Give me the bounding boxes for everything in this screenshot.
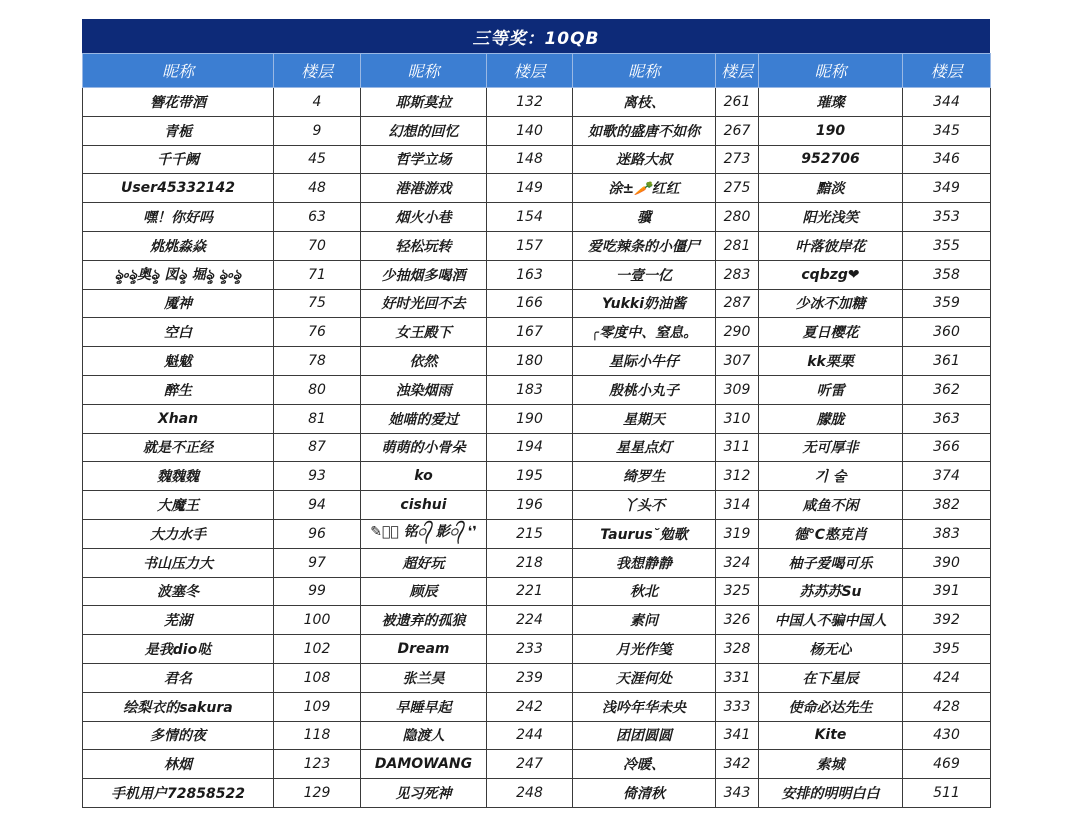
nickname-cell: 就是不正经: [83, 433, 274, 462]
nickname-cell: 月光作笺: [573, 635, 716, 664]
floor-cell: 196: [487, 491, 573, 520]
floor-cell: 359: [903, 289, 991, 318]
table-row: [83, 88, 991, 117]
nickname-cell: 团团圆圆: [573, 721, 716, 750]
nickname-cell: Yukki奶油酱: [573, 289, 716, 318]
floor-cell: 48: [274, 174, 361, 203]
nickname-cell: 隐渡人: [361, 721, 487, 750]
floor-cell: 341: [716, 721, 759, 750]
nickname-cell: 簪花带酒: [83, 88, 274, 117]
nickname-cell: 芜湖: [83, 606, 274, 635]
floor-cell: 314: [716, 491, 759, 520]
nickname-cell: 一壹一亿: [573, 260, 716, 289]
floor-cell: 78: [274, 347, 361, 376]
floor-cell: 326: [716, 606, 759, 635]
nickname-cell: 无可厚非: [759, 433, 903, 462]
winners-table: [82, 53, 991, 808]
floor-cell: 382: [903, 491, 991, 520]
table-row: [83, 145, 991, 174]
table-row: [83, 231, 991, 260]
floor-cell: 273: [716, 145, 759, 174]
table-row: [83, 203, 991, 232]
floor-cell: 63: [274, 203, 361, 232]
nickname-cell: 德℃憨克肖: [759, 519, 903, 548]
nickname-cell: ✎﹏᭄ 铭᭄ 影᭄ ❛❜: [361, 519, 487, 548]
nickname-cell: 浊染烟雨: [361, 375, 487, 404]
floor-cell: 94: [274, 491, 361, 520]
floor-cell: 9: [274, 116, 361, 145]
nickname-cell: 女王殿下: [361, 318, 487, 347]
table-row: [83, 347, 991, 376]
nickname-cell: 哲学立场: [361, 145, 487, 174]
table-row: [83, 692, 991, 721]
floor-cell: 366: [903, 433, 991, 462]
nickname-cell: 顾辰: [361, 577, 487, 606]
floor-cell: 242: [487, 692, 573, 721]
floor-cell: 157: [487, 231, 573, 260]
nickname-cell: 素问: [573, 606, 716, 635]
floor-cell: 324: [716, 548, 759, 577]
floor-cell: 224: [487, 606, 573, 635]
nickname-cell: 依然: [361, 347, 487, 376]
floor-cell: 280: [716, 203, 759, 232]
nickname-cell: 952706: [759, 145, 903, 174]
nickname-cell: 中国人不骗中国人: [759, 606, 903, 635]
floor-cell: 239: [487, 663, 573, 692]
nickname-cell: 轻松玩转: [361, 231, 487, 260]
floor-cell: 362: [903, 375, 991, 404]
floor-cell: 221: [487, 577, 573, 606]
nickname-cell: 星星点灯: [573, 433, 716, 462]
nickname-cell: 是我dio哒: [83, 635, 274, 664]
column-header-floor: 楼层: [903, 54, 991, 88]
floor-cell: 4: [274, 88, 361, 117]
floor-cell: 81: [274, 404, 361, 433]
floor-cell: 248: [487, 779, 573, 808]
nickname-cell: 기 술: [759, 462, 903, 491]
nickname-cell: 波塞冬: [83, 577, 274, 606]
nickname-cell: 我想静静: [573, 548, 716, 577]
floor-cell: 244: [487, 721, 573, 750]
floor-cell: 428: [903, 692, 991, 721]
nickname-cell: 安排的明明白白: [759, 779, 903, 808]
floor-cell: 312: [716, 462, 759, 491]
floor-cell: 307: [716, 347, 759, 376]
column-header-nickname: 昵称: [361, 54, 487, 88]
column-header-floor: 楼层: [716, 54, 759, 88]
nickname-cell: Xhan: [83, 404, 274, 433]
floor-cell: 149: [487, 174, 573, 203]
nickname-cell: Kite: [759, 721, 903, 750]
nickname-cell: 林烟: [83, 750, 274, 779]
floor-cell: 392: [903, 606, 991, 635]
nickname-cell: 听雷: [759, 375, 903, 404]
nickname-cell: 使命必达先生: [759, 692, 903, 721]
floor-cell: 102: [274, 635, 361, 664]
floor-cell: 148: [487, 145, 573, 174]
floor-cell: 325: [716, 577, 759, 606]
nickname-cell: 幻想的回忆: [361, 116, 487, 145]
nickname-cell: User45332142: [83, 174, 274, 203]
floor-cell: 190: [487, 404, 573, 433]
floor-cell: 140: [487, 116, 573, 145]
nickname-cell: 190: [759, 116, 903, 145]
nickname-cell: 索城: [759, 750, 903, 779]
floor-cell: 118: [274, 721, 361, 750]
nickname-cell: kk栗栗: [759, 347, 903, 376]
prize-title: 三等奖：10QB: [82, 19, 990, 53]
table-row: [83, 519, 991, 548]
nickname-cell: cishui: [361, 491, 487, 520]
floor-cell: 80: [274, 375, 361, 404]
floor-cell: 353: [903, 203, 991, 232]
floor-cell: 275: [716, 174, 759, 203]
floor-cell: 358: [903, 260, 991, 289]
floor-cell: 390: [903, 548, 991, 577]
floor-cell: 344: [903, 88, 991, 117]
floor-cell: 331: [716, 663, 759, 692]
nickname-cell: 早睡早起: [361, 692, 487, 721]
table-row: [83, 404, 991, 433]
nickname-cell: 书山压力大: [83, 548, 274, 577]
floor-cell: 71: [274, 260, 361, 289]
floor-cell: 328: [716, 635, 759, 664]
nickname-cell: 浅吟年华未央: [573, 692, 716, 721]
table-row: [83, 779, 991, 808]
nickname-cell: 苏苏苏Su: [759, 577, 903, 606]
header-row: [83, 54, 991, 88]
table-row: [83, 491, 991, 520]
table-row: [83, 289, 991, 318]
table-row: [83, 721, 991, 750]
table-row: [83, 462, 991, 491]
floor-cell: 87: [274, 433, 361, 462]
floor-cell: 469: [903, 750, 991, 779]
nickname-cell: 迷路大叔: [573, 145, 716, 174]
floor-cell: 97: [274, 548, 361, 577]
table-row: [83, 548, 991, 577]
floor-cell: 132: [487, 88, 573, 117]
floor-cell: 129: [274, 779, 361, 808]
nickname-cell: 魁魃: [83, 347, 274, 376]
nickname-cell: 大力水手: [83, 519, 274, 548]
floor-cell: 195: [487, 462, 573, 491]
floor-cell: 167: [487, 318, 573, 347]
nickname-cell: 黯淡: [759, 174, 903, 203]
floor-cell: 96: [274, 519, 361, 548]
floor-cell: 163: [487, 260, 573, 289]
floor-cell: 430: [903, 721, 991, 750]
column-header-floor: 楼层: [487, 54, 573, 88]
nickname-cell: 萌萌的小骨朵: [361, 433, 487, 462]
prize-list-sheet: [82, 19, 990, 808]
floor-cell: 45: [274, 145, 361, 174]
nickname-cell: 耶斯莫拉: [361, 88, 487, 117]
nickname-cell: ৡ৹ৡ奥ৡ 図ৡ 堀ৡ ৡ৹ৡ: [83, 260, 274, 289]
floor-cell: 100: [274, 606, 361, 635]
floor-cell: 283: [716, 260, 759, 289]
nickname-cell: 在下星辰: [759, 663, 903, 692]
nickname-cell: 绮罗生: [573, 462, 716, 491]
column-header-nickname: 昵称: [83, 54, 274, 88]
nickname-cell: 如歌的盛唐不如你: [573, 116, 716, 145]
nickname-cell: 张兰昊: [361, 663, 487, 692]
floor-cell: 166: [487, 289, 573, 318]
floor-cell: 343: [716, 779, 759, 808]
nickname-cell: 阳光浅笑: [759, 203, 903, 232]
floor-cell: 218: [487, 548, 573, 577]
nickname-cell: 冷暖、: [573, 750, 716, 779]
nickname-cell: ko: [361, 462, 487, 491]
floor-cell: 363: [903, 404, 991, 433]
nickname-cell: 璀璨: [759, 88, 903, 117]
floor-cell: 374: [903, 462, 991, 491]
nickname-cell: 多情的夜: [83, 721, 274, 750]
floor-cell: 383: [903, 519, 991, 548]
nickname-cell: 手机用户72858522: [83, 779, 274, 808]
floor-cell: 93: [274, 462, 361, 491]
column-header-nickname: 昵称: [573, 54, 716, 88]
nickname-cell: 丫头不: [573, 491, 716, 520]
nickname-cell: 绘梨衣的sakura: [83, 692, 274, 721]
column-header-floor: 楼层: [274, 54, 361, 88]
column-header-nickname: 昵称: [759, 54, 903, 88]
floor-cell: 342: [716, 750, 759, 779]
table-row: [83, 318, 991, 347]
nickname-cell: 港港游戏: [361, 174, 487, 203]
floor-cell: 75: [274, 289, 361, 318]
nickname-cell: 魏魏魏: [83, 462, 274, 491]
nickname-cell: 醉生: [83, 375, 274, 404]
nickname-cell: 少抽烟多喝酒: [361, 260, 487, 289]
nickname-cell: 魇神: [83, 289, 274, 318]
floor-cell: 355: [903, 231, 991, 260]
nickname-cell: 骥: [573, 203, 716, 232]
nickname-cell: Dream: [361, 635, 487, 664]
table-row: [83, 116, 991, 145]
nickname-cell: Taurus˘勉歌: [573, 519, 716, 548]
floor-cell: 361: [903, 347, 991, 376]
floor-cell: 345: [903, 116, 991, 145]
nickname-cell: 殷桃小丸子: [573, 375, 716, 404]
floor-cell: 319: [716, 519, 759, 548]
floor-cell: 310: [716, 404, 759, 433]
table-row: [83, 750, 991, 779]
nickname-cell: 千千阙: [83, 145, 274, 174]
floor-cell: 424: [903, 663, 991, 692]
nickname-cell: 叶落彼岸花: [759, 231, 903, 260]
floor-cell: 180: [487, 347, 573, 376]
nickname-cell: 夏日樱花: [759, 318, 903, 347]
nickname-cell: 嘿！你好吗: [83, 203, 274, 232]
floor-cell: 215: [487, 519, 573, 548]
floor-cell: 360: [903, 318, 991, 347]
floor-cell: 511: [903, 779, 991, 808]
floor-cell: 183: [487, 375, 573, 404]
nickname-cell: 少冰不加糖: [759, 289, 903, 318]
floor-cell: 346: [903, 145, 991, 174]
table-row: [83, 663, 991, 692]
floor-cell: 233: [487, 635, 573, 664]
floor-cell: 154: [487, 203, 573, 232]
floor-cell: 290: [716, 318, 759, 347]
nickname-cell: 朦胧: [759, 404, 903, 433]
nickname-cell: DAMOWANG: [361, 750, 487, 779]
floor-cell: 309: [716, 375, 759, 404]
floor-cell: 99: [274, 577, 361, 606]
nickname-cell: 离枝、: [573, 88, 716, 117]
table-row: [83, 174, 991, 203]
floor-cell: 70: [274, 231, 361, 260]
floor-cell: 123: [274, 750, 361, 779]
nickname-cell: 超好玩: [361, 548, 487, 577]
nickname-cell: 柚子爱喝可乐: [759, 548, 903, 577]
floor-cell: 108: [274, 663, 361, 692]
nickname-cell: 好时光回不去: [361, 289, 487, 318]
floor-cell: 194: [487, 433, 573, 462]
nickname-cell: 见习死神: [361, 779, 487, 808]
floor-cell: 311: [716, 433, 759, 462]
nickname-cell: 爱吃辣条的小僵尸: [573, 231, 716, 260]
nickname-cell: 她喵的爱过: [361, 404, 487, 433]
nickname-cell: 青栀: [83, 116, 274, 145]
nickname-cell: 空白: [83, 318, 274, 347]
floor-cell: 349: [903, 174, 991, 203]
nickname-cell: 涂±🥕红红: [573, 174, 716, 203]
nickname-cell: 杨无心: [759, 635, 903, 664]
floor-cell: 395: [903, 635, 991, 664]
nickname-cell: 咸鱼不闲: [759, 491, 903, 520]
floor-cell: 267: [716, 116, 759, 145]
table-row: [83, 433, 991, 462]
table-row: [83, 260, 991, 289]
nickname-cell: 秋北: [573, 577, 716, 606]
floor-cell: 109: [274, 692, 361, 721]
nickname-cell: cqbzg❤: [759, 260, 903, 289]
floor-cell: 333: [716, 692, 759, 721]
table-body: [83, 88, 991, 808]
nickname-cell: 星期天: [573, 404, 716, 433]
table-row: [83, 635, 991, 664]
floor-cell: 247: [487, 750, 573, 779]
nickname-cell: 被遗弃的孤狼: [361, 606, 487, 635]
nickname-cell: 星际小牛仔: [573, 347, 716, 376]
table-row: [83, 375, 991, 404]
nickname-cell: 烟火小巷: [361, 203, 487, 232]
floor-cell: 261: [716, 88, 759, 117]
nickname-cell: 倚清秋: [573, 779, 716, 808]
floor-cell: 281: [716, 231, 759, 260]
nickname-cell: 天涯何处: [573, 663, 716, 692]
floor-cell: 391: [903, 577, 991, 606]
nickname-cell: 烑烑淼焱: [83, 231, 274, 260]
nickname-cell: ╭零度中、窒息。: [573, 318, 716, 347]
nickname-cell: 君名: [83, 663, 274, 692]
table-row: [83, 577, 991, 606]
nickname-cell: 大魔王: [83, 491, 274, 520]
floor-cell: 76: [274, 318, 361, 347]
table-row: [83, 606, 991, 635]
floor-cell: 287: [716, 289, 759, 318]
